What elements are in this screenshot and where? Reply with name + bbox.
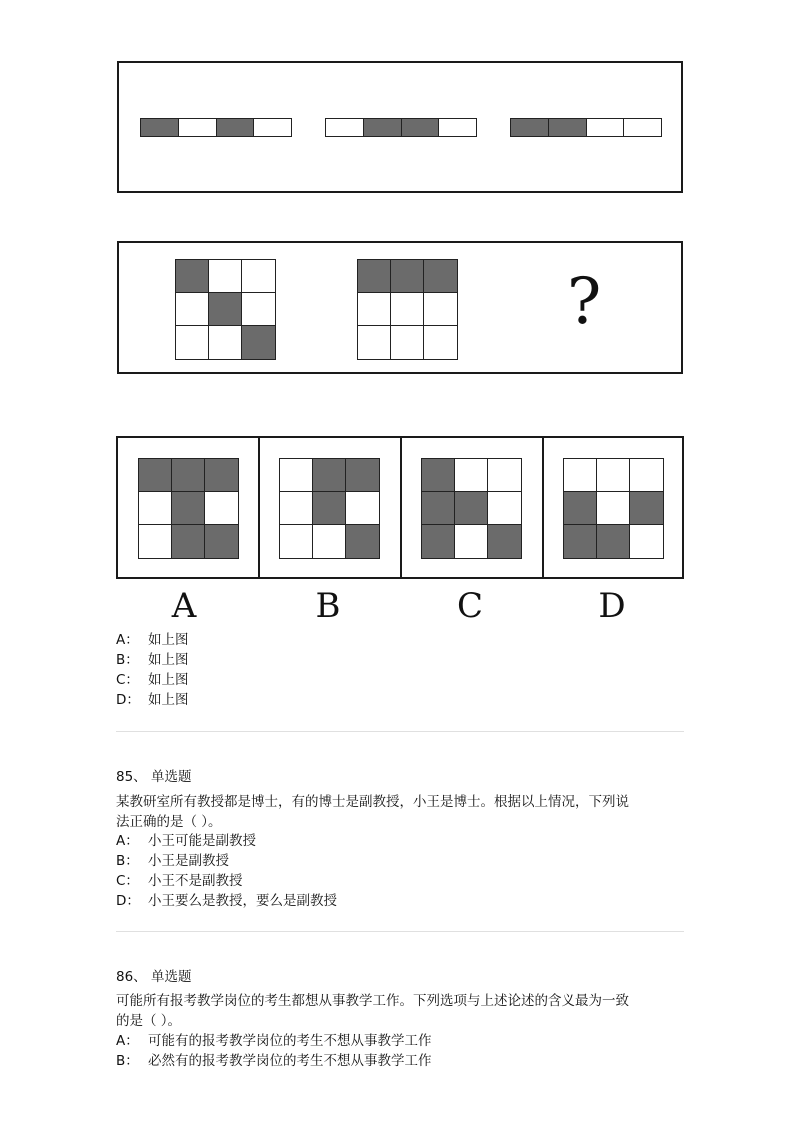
option-b-grid — [279, 458, 380, 559]
option-letter-d: D — [598, 586, 626, 626]
option-a-grid — [138, 458, 239, 559]
grid-cell — [564, 492, 597, 525]
q86-answer-a[interactable] — [116, 1031, 432, 1051]
strip-segment — [141, 119, 179, 136]
grid-cell — [630, 492, 663, 525]
answer-text: 必然有的报考教学岗位的考生不想从事教学工作 — [148, 1053, 432, 1069]
answer-text: 如上图 — [148, 692, 189, 708]
answer-text: 小王不是副教授 — [148, 873, 243, 889]
answer-text: 小王是副教授 — [148, 853, 229, 869]
strip-3 — [510, 118, 662, 137]
grid-cell — [358, 260, 391, 293]
option-d-grid — [563, 458, 664, 559]
q86-header: 86、 单选题 — [116, 969, 192, 985]
grid-cell — [139, 525, 172, 558]
answer-key: B： — [116, 1053, 139, 1069]
grid-cell — [564, 525, 597, 558]
strip-segment — [587, 119, 625, 136]
strip-segment — [624, 119, 661, 136]
option-letter-a: A — [171, 586, 197, 626]
grid-cell — [280, 492, 313, 525]
answer-text: 如上图 — [148, 652, 189, 668]
grid-cell — [424, 293, 457, 326]
pattern-row-1 — [117, 61, 683, 193]
grid-cell — [346, 492, 379, 525]
answer-text: 如上图 — [148, 632, 189, 648]
grid-cell — [280, 525, 313, 558]
grid-cell — [597, 525, 630, 558]
strip-segment — [326, 119, 364, 136]
q85-header: 85、 单选题 — [116, 769, 192, 785]
strip-segment — [179, 119, 217, 136]
option-divider — [258, 438, 260, 577]
grid-cell — [205, 492, 238, 525]
pattern-row-2 — [117, 241, 683, 374]
grid-cell — [455, 459, 488, 492]
grid-cell — [139, 492, 172, 525]
grid-cell — [630, 459, 663, 492]
q84-answer-d[interactable] — [116, 690, 189, 710]
strip-2 — [325, 118, 477, 137]
option-divider — [400, 438, 402, 577]
grid-cell — [455, 492, 488, 525]
question-mark: ? — [567, 265, 602, 339]
grid-cell — [630, 525, 663, 558]
grid-cell — [172, 459, 205, 492]
grid-cell — [422, 525, 455, 558]
grid-cell — [205, 525, 238, 558]
q85-stem-line-1: 某教研室所有教授都是博士，有的博士是副教授，小王是博士。根据以上情况，下列说 — [116, 794, 629, 810]
grid-cell — [242, 326, 275, 359]
grid-cell — [346, 525, 379, 558]
options-row — [116, 436, 684, 579]
grid-cell — [424, 260, 457, 293]
q85-answer-c[interactable] — [116, 871, 243, 891]
strip-segment — [402, 119, 440, 136]
option-letter-b: B — [315, 586, 341, 626]
grid-cell — [176, 293, 209, 326]
grid-cell — [313, 459, 346, 492]
strip-segment — [254, 119, 291, 136]
grid-cell — [597, 492, 630, 525]
grid-cell — [422, 459, 455, 492]
grid-cell — [176, 326, 209, 359]
grid-cell — [176, 260, 209, 293]
grid-2 — [357, 259, 458, 360]
grid-cell — [391, 326, 424, 359]
answer-key: D： — [116, 692, 140, 708]
strip-1 — [140, 118, 292, 137]
grid-cell — [209, 326, 242, 359]
grid-cell — [455, 525, 488, 558]
strip-segment — [364, 119, 402, 136]
answer-text: 小王要么是教授，要么是副教授 — [148, 893, 337, 909]
strip-segment — [439, 119, 476, 136]
q84-answer-b[interactable] — [116, 650, 189, 670]
grid-cell — [422, 492, 455, 525]
grid-1 — [175, 259, 276, 360]
grid-cell — [313, 492, 346, 525]
answer-key: D： — [116, 893, 140, 909]
grid-cell — [209, 260, 242, 293]
answer-key: B： — [116, 853, 139, 869]
grid-cell — [139, 459, 172, 492]
grid-cell — [488, 525, 521, 558]
question-divider — [116, 731, 684, 732]
answer-text: 如上图 — [148, 672, 189, 688]
grid-cell — [242, 260, 275, 293]
q85-stem-line-2: 法正确的是（ ）。 — [116, 814, 222, 830]
grid-cell — [313, 525, 346, 558]
grid-cell — [488, 459, 521, 492]
answer-key: A： — [116, 833, 139, 849]
grid-cell — [424, 326, 457, 359]
grid-cell — [280, 459, 313, 492]
option-letter-c: C — [456, 586, 483, 626]
answer-key: A： — [116, 1033, 139, 1049]
answer-text: 可能有的报考教学岗位的考生不想从事教学工作 — [148, 1033, 432, 1049]
strip-segment — [217, 119, 255, 136]
q86-stem-line-2: 的是（ ）。 — [116, 1013, 182, 1029]
grid-cell — [358, 326, 391, 359]
q85-answer-a[interactable] — [116, 831, 256, 851]
option-c-grid — [421, 458, 522, 559]
answer-key: C： — [116, 873, 139, 889]
strip-segment — [511, 119, 549, 136]
answer-key: A： — [116, 632, 139, 648]
answer-key: C： — [116, 672, 139, 688]
option-divider — [542, 438, 544, 577]
grid-cell — [209, 293, 242, 326]
question-divider — [116, 931, 684, 932]
q85-answer-b[interactable] — [116, 851, 229, 871]
answer-text: 小王可能是副教授 — [148, 833, 256, 849]
grid-cell — [172, 525, 205, 558]
grid-cell — [391, 260, 424, 293]
q86-stem-line-1: 可能所有报考教学岗位的考生都想从事教学工作。下列选项与上述论述的含义最为一致 — [116, 993, 629, 1009]
q84-answer-c[interactable] — [116, 670, 189, 690]
q84-answer-a[interactable] — [116, 630, 189, 650]
answer-key: B： — [116, 652, 139, 668]
grid-cell — [391, 293, 424, 326]
grid-cell — [205, 459, 238, 492]
grid-cell — [488, 492, 521, 525]
grid-cell — [564, 459, 597, 492]
grid-cell — [172, 492, 205, 525]
grid-cell — [597, 459, 630, 492]
grid-cell — [346, 459, 379, 492]
q85-answer-d[interactable] — [116, 891, 337, 911]
grid-cell — [358, 293, 391, 326]
grid-cell — [242, 293, 275, 326]
q86-answer-b[interactable] — [116, 1051, 432, 1071]
strip-segment — [549, 119, 587, 136]
